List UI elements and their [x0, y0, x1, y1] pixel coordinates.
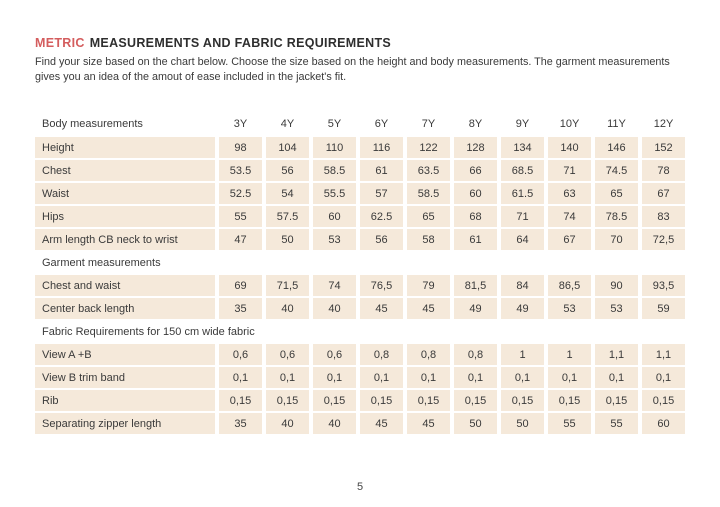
table-cell: 40	[313, 298, 356, 319]
table-cell: 66	[454, 160, 497, 181]
table-cell: 67	[548, 229, 591, 250]
row-label: Hips	[35, 206, 215, 227]
table-cell: 71	[548, 160, 591, 181]
table-cell: 49	[501, 298, 544, 319]
row-label: Rib	[35, 390, 215, 411]
table-section-title-row	[35, 252, 690, 273]
page-number: 5	[356, 481, 364, 493]
table-cell: 12Y	[653, 118, 674, 130]
table-cell: 55	[595, 413, 638, 434]
table-cell: 45	[360, 413, 403, 434]
table-cell: 0,15	[219, 390, 262, 411]
table-cell: 50	[454, 413, 497, 434]
table-cell: 45	[407, 413, 450, 434]
row-label: Chest and waist	[35, 275, 215, 296]
table-cell: 140	[548, 137, 591, 158]
table-cell: 10Y	[559, 118, 580, 130]
row-label: Garment measurements	[42, 256, 161, 269]
table-cell: 79	[407, 275, 450, 296]
table-cell: 53	[548, 298, 591, 319]
table-cell: 69	[219, 275, 262, 296]
table-cell: 74.5	[595, 160, 638, 181]
table-cell: 0,15	[360, 390, 403, 411]
table-cell: 90	[595, 275, 638, 296]
page-title-highlight: METRIC	[35, 36, 85, 50]
row-label: Waist	[35, 183, 215, 204]
table-cell: 1	[548, 344, 591, 365]
table-cell: 68.5	[501, 160, 544, 181]
table-cell: 65	[407, 206, 450, 227]
table-cell: 0,15	[454, 390, 497, 411]
table-cell: 78.5	[595, 206, 638, 227]
table-row	[35, 390, 690, 411]
table-cell: 54	[266, 183, 309, 204]
table-row	[35, 275, 690, 296]
table-cell: 0,15	[407, 390, 450, 411]
table-cell: 128	[454, 137, 497, 158]
intro-text-line2: gives you an idea of the amout of ease included in the jacket's fit.	[35, 70, 347, 83]
row-label: View A +B	[35, 344, 215, 365]
table-cell: 0,1	[642, 367, 685, 388]
row-label: Body measurements	[42, 118, 143, 130]
table-cell: 7Y	[421, 118, 436, 130]
table-cell: 0,6	[266, 344, 309, 365]
table-cell: 63	[548, 183, 591, 204]
table-cell: 4Y	[280, 118, 295, 130]
table-cell: 60	[454, 183, 497, 204]
table-cell: 61	[454, 229, 497, 250]
table-cell: 0,1	[407, 367, 450, 388]
table-cell: 74	[548, 206, 591, 227]
table-cell: 61	[360, 160, 403, 181]
table-cell: 0,15	[642, 390, 685, 411]
table-cell: 104	[266, 137, 309, 158]
table-cell: 45	[407, 298, 450, 319]
table-row	[35, 344, 690, 365]
table-cell: 52.5	[219, 183, 262, 204]
table-cell: 0,8	[407, 344, 450, 365]
table-cell: 61.5	[501, 183, 544, 204]
table-cell: 146	[595, 137, 638, 158]
table-row	[35, 137, 690, 158]
table-cell: 47	[219, 229, 262, 250]
table-cell: 0,15	[595, 390, 638, 411]
row-label: Fabric Requirements for 150 cm wide fabric	[42, 325, 255, 338]
table-cell: 110	[313, 137, 356, 158]
row-label: View B trim band	[35, 367, 215, 388]
page-title-rest: MEASUREMENTS AND FABRIC REQUIREMENTS	[89, 36, 392, 50]
row-label: Height	[35, 137, 215, 158]
table-cell: 60	[313, 206, 356, 227]
table-cell: 58.5	[407, 183, 450, 204]
table-cell: 35	[219, 413, 262, 434]
intro-text-line1: Find your size based on the chart below. Choose the size based on the height and body measurements. The garment measurements	[35, 56, 670, 68]
table-cell: 63.5	[407, 160, 450, 181]
table-cell: 86,5	[548, 275, 591, 296]
table-cell: 9Y	[515, 118, 530, 130]
table-row	[35, 413, 690, 434]
table-cell: 40	[313, 413, 356, 434]
table-cell: 3Y	[233, 118, 248, 130]
table-cell: 72,5	[642, 229, 685, 250]
table-cell: 122	[407, 137, 450, 158]
table-cell: 56	[360, 229, 403, 250]
table-cell: 1,1	[595, 344, 638, 365]
table-cell: 84	[501, 275, 544, 296]
table-cell: 93,5	[642, 275, 685, 296]
table-cell: 68	[454, 206, 497, 227]
table-cell: 78	[642, 160, 685, 181]
table-cell: 53.5	[219, 160, 262, 181]
table-cell: 0,6	[219, 344, 262, 365]
table-cell: 67	[642, 183, 685, 204]
table-cell: 116	[360, 137, 403, 158]
intro-text	[35, 55, 690, 84]
table-row	[35, 298, 690, 319]
table-cell: 0,15	[313, 390, 356, 411]
table-cell: 0,15	[501, 390, 544, 411]
table-cell: 70	[595, 229, 638, 250]
table-cell: 0,6	[313, 344, 356, 365]
table-cell: 8Y	[468, 118, 483, 130]
table-cell: 83	[642, 206, 685, 227]
table-row	[35, 206, 690, 227]
table-cell: 134	[501, 137, 544, 158]
table-cell: 76,5	[360, 275, 403, 296]
table-row	[35, 229, 690, 250]
page-title	[35, 36, 690, 51]
row-label: Center back length	[35, 298, 215, 319]
table-cell: 45	[360, 298, 403, 319]
table-cell: 71	[501, 206, 544, 227]
table-cell: 0,1	[219, 367, 262, 388]
table-cell: 64	[501, 229, 544, 250]
table-cell: 59	[642, 298, 685, 319]
table-cell: 0,8	[360, 344, 403, 365]
measurement-table	[35, 114, 690, 434]
table-cell: 50	[501, 413, 544, 434]
table-cell: 71,5	[266, 275, 309, 296]
table-cell: 35	[219, 298, 262, 319]
table-row	[35, 367, 690, 388]
table-cell: 55	[219, 206, 262, 227]
table-cell: 53	[595, 298, 638, 319]
table-cell: 55.5	[313, 183, 356, 204]
table-cell: 60	[642, 413, 685, 434]
table-cell: 57	[360, 183, 403, 204]
table-cell: 0,1	[454, 367, 497, 388]
table-cell: 152	[642, 137, 685, 158]
table-cell: 1	[501, 344, 544, 365]
row-label: Separating zipper length	[35, 413, 215, 434]
table-cell: 0,1	[501, 367, 544, 388]
table-cell: 74	[313, 275, 356, 296]
table-row	[35, 160, 690, 181]
table-cell: 0,1	[266, 367, 309, 388]
row-label: Arm length CB neck to wrist	[35, 229, 215, 250]
table-cell: 5Y	[327, 118, 342, 130]
table-cell: 6Y	[374, 118, 389, 130]
table-cell: 0,8	[454, 344, 497, 365]
table-cell: 62.5	[360, 206, 403, 227]
table-cell: 50	[266, 229, 309, 250]
table-cell: 0,1	[360, 367, 403, 388]
table-cell: 98	[219, 137, 262, 158]
table-cell: 40	[266, 413, 309, 434]
table-section-title-row	[35, 321, 690, 342]
table-row	[35, 183, 690, 204]
table-cell: 56	[266, 160, 309, 181]
table-cell: 0,1	[313, 367, 356, 388]
table-cell: 11Y	[607, 118, 626, 130]
table-cell: 0,1	[548, 367, 591, 388]
table-cell: 1,1	[642, 344, 685, 365]
table-cell: 81,5	[454, 275, 497, 296]
table-cell: 53	[313, 229, 356, 250]
table-cell: 65	[595, 183, 638, 204]
table-cell: 57.5	[266, 206, 309, 227]
table-cell: 0,15	[266, 390, 309, 411]
table-cell: 40	[266, 298, 309, 319]
table-cell: 55	[548, 413, 591, 434]
table-cell: 49	[454, 298, 497, 319]
table-header-row	[35, 114, 690, 134]
table-cell: 58.5	[313, 160, 356, 181]
row-label: Chest	[35, 160, 215, 181]
table-cell: 0,1	[595, 367, 638, 388]
table-cell: 58	[407, 229, 450, 250]
table-cell: 0,15	[548, 390, 591, 411]
